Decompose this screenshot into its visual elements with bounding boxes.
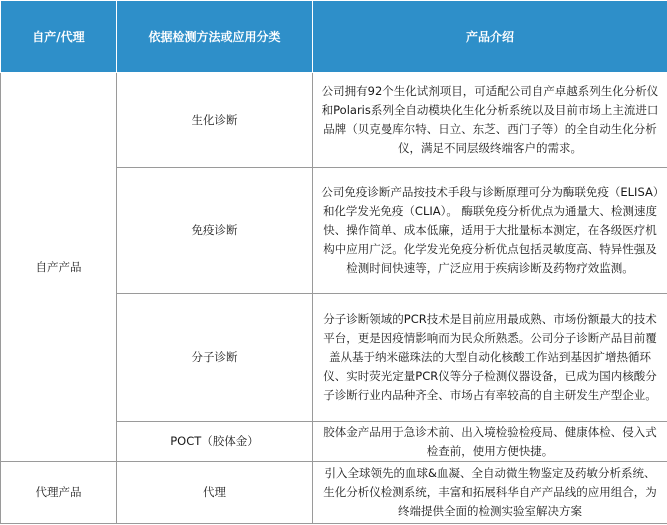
table-row	[1, 462, 667, 524]
description-cell: 分子诊断领域的PCR技术是目前应用最成熟、市场份额最大的技术平台，更是因疫情影响而为民众所熟悉。公司分子诊断产品目前覆盖从基于纳米磁珠法的大型自动化核酸工作站到基因扩增热循环仪、实时荧光定量PCR仪等分子检测仪器设备，已成为国内核酸分子诊断行业内品种齐全、市场占有率较高的自主研发生产型企业。	[313, 294, 667, 422]
description-cell: 公司拥有92个生化试剂项目，可适配公司自产卓越系列生化分析仪和Polaris系列全自动模块化生化分析系统以及目前市场上主流进口品牌（贝克曼库尔特、日立、东芝、西门子等）的全自动生化分析仪，满足不同层级终端客户的需求。	[313, 73, 667, 168]
table-body	[1, 73, 667, 524]
table-row	[1, 73, 667, 168]
source-cell-agency: 代理产品	[1, 462, 117, 524]
header-description: 产品介绍	[313, 1, 667, 73]
category-cell: POCT（胶体金）	[117, 422, 313, 462]
description-cell: 引入全球领先的血球&血凝、全自动微生物鉴定及药敏分析系统、生化分析仪检测系统，丰富和拓展科华自产产品线的应用组合，为终端提供全面的检测实验室解决方案	[313, 462, 667, 524]
description-cell: 公司免疫诊断产品按技术手段与诊断原理可分为酶联免疫（ELISA）和化学发光免疫（CLIA）。 酶联免疫分析优点为通量大、检测速度快、操作简单、成本低廉，适用于大批量标本测定，在各级医疗机构中应用广泛。化学发光免疫分析优点包括灵敏度高、特异性强及检测时间快速等，广泛应用于疾病诊断及药物疗效监测。	[313, 168, 667, 294]
category-cell: 分子诊断	[117, 294, 313, 422]
header-source: 自产/代理	[1, 1, 117, 73]
table-header	[1, 1, 667, 73]
category-cell: 代理	[117, 462, 313, 524]
category-cell: 生化诊断	[117, 73, 313, 168]
header-category: 依据检测方法或应用分类	[117, 1, 313, 73]
source-cell-self: 自产产品	[1, 73, 117, 462]
header-row	[1, 1, 667, 73]
description-cell: 胶体金产品用于急诊术前、出入境检验检疫局、健康体检、侵入式检查前，使用方便快捷。	[313, 422, 667, 462]
category-cell: 免疫诊断	[117, 168, 313, 294]
